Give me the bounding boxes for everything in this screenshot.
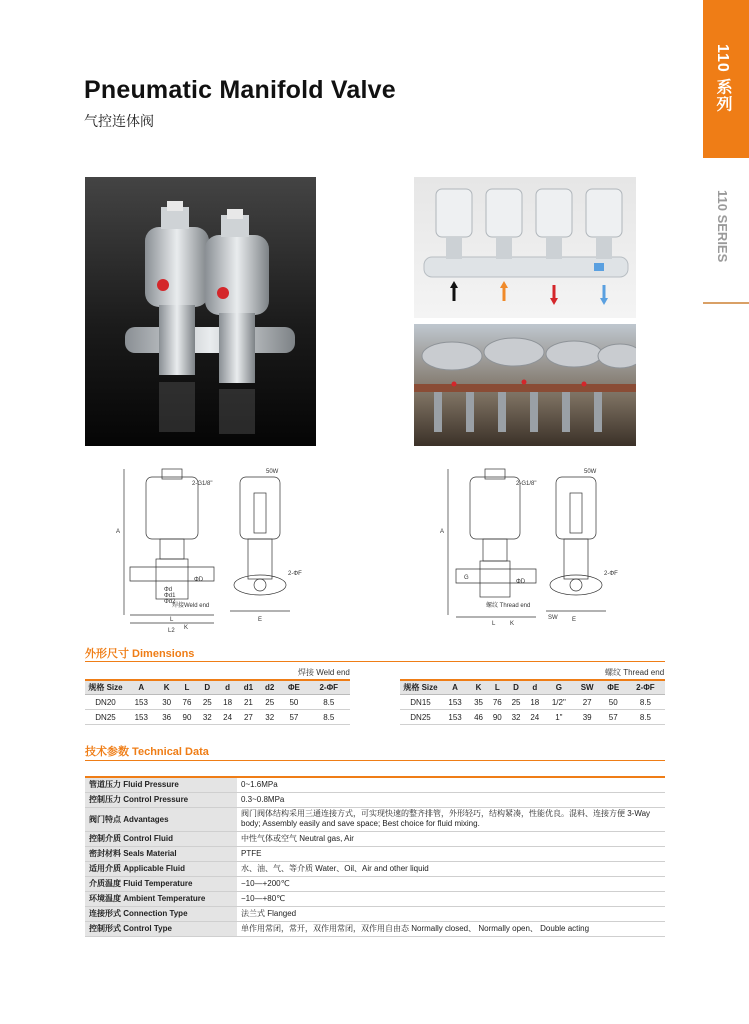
table-row [85,831,665,846]
col-k: K [469,680,488,695]
weld-dim-2f: 2-ΦF [288,571,302,577]
table-row [85,846,665,861]
thread-table-label: 螺纹 Thread end [605,668,665,677]
cell: 30 [156,695,176,710]
weld-dim-k: K [184,625,189,631]
cell: 35 [469,695,488,710]
weld-dim-phid2: Φd2 [164,599,176,605]
cell: 18 [217,695,237,710]
table-row [85,861,665,876]
cell: 25 [197,695,217,710]
table-header-row [400,680,665,695]
table-row [85,807,665,831]
tech-value: 法兰式 Flanged [237,906,665,921]
tech-value: 阀门阀体结构采用三通连接方式，可实现快速的整齐排管，外形轻巧，结构紧凑，性能优良。混料、连接方便 3-Way body; Assembly easily and save space; Best choice for fluid mixing. [237,807,665,831]
col-l: L [177,680,197,695]
thread-dim-a: A [440,529,445,535]
tech-key: 适用介质 Applicable Fluid [85,861,237,876]
thread-angle-label: 50W [584,469,597,475]
cell: 90 [177,710,197,725]
table-row [85,906,665,921]
col-size: 规格 Size [85,680,126,695]
dimensions-heading: 外形尺寸 Dimensions [85,648,195,660]
col-size: 规格 Size [400,680,441,695]
table-header-row [85,680,350,695]
weld-dim-phid: Φd [164,587,173,593]
series-tab [703,0,749,158]
tech-key: 阀门特点 Advantages [85,807,237,831]
col-d: D [197,680,217,695]
thread-dimensions-table [400,679,665,725]
tech-key: 介质温度 Fluid Temperature [85,876,237,891]
cell: 18 [525,695,544,710]
tech-key: 控制形式 Control Type [85,921,237,936]
cell: DN15 [400,695,441,710]
cell: 36 [156,710,176,725]
cell: 50 [280,695,307,710]
cell: 153 [441,695,469,710]
thread-dim-2f: 2-ΦF [604,571,618,577]
technical-heading: 技术参数 Technical Data [85,746,209,758]
weld-dimensions-table [85,679,350,725]
cell: DN20 [85,695,126,710]
tech-value: 单作用常闭，常开，双作用常闭，双作用自由态 Normally closed、 Normally open、 Double acting [237,921,665,936]
weld-dim-l: L [170,617,174,623]
cell: 1/2" [544,695,573,710]
cell: 76 [488,695,507,710]
side-divider [703,302,749,304]
weld-dim-e: E [258,617,263,623]
weld-port-label: 2-G1/8" [192,481,213,487]
cell: 25 [507,695,526,710]
cell: 153 [441,710,469,725]
page-title: Pneumatic Manifold Valve [84,76,396,104]
dimensions-rule [85,661,665,662]
weld-angle-label: 50W [266,469,279,475]
cell: 153 [126,695,156,710]
technical-data-table [85,776,665,937]
tech-key: 控制压力 Control Pressure [85,792,237,807]
tech-value: 0~1.6MPa [237,777,665,792]
col-d1: d1 [238,680,259,695]
cell: 57 [280,710,307,725]
cell: 27 [238,710,259,725]
cell: DN25 [400,710,441,725]
cell: 46 [469,710,488,725]
col-a: A [126,680,156,695]
thread-port-label: 2-G1/8" [516,481,537,487]
col-d: D [507,680,526,695]
page-subtitle: 气控连体阀 [84,113,154,129]
col-phie: ΦE [601,680,626,695]
table-row [85,710,350,725]
cell: 32 [197,710,217,725]
tech-key: 密封材料 Seals Material [85,846,237,861]
cell: 8.5 [626,695,665,710]
col-sw: SW [574,680,601,695]
drawing-thread-end [440,465,640,630]
thread-dim-k: K [510,621,515,627]
weld-table-label: 焊接 Weld end [298,668,350,677]
weld-dim-a: A [116,529,121,535]
cell: 24 [525,710,544,725]
table-row [85,695,350,710]
thread-end-label: 螺纹 Thread end [486,603,531,609]
col-phie: ΦE [280,680,307,695]
cell: 21 [238,695,259,710]
tech-value: −10—+200℃ [237,876,665,891]
tech-key: 控制介质 Control Fluid [85,831,237,846]
table-row [85,777,665,792]
table-row [400,710,665,725]
cell: 1" [544,710,573,725]
cell: 39 [574,710,601,725]
col-a: A [441,680,469,695]
tech-key: 管道压力 Fluid Pressure [85,777,237,792]
weld-dim-d: ΦD [194,577,204,583]
col-d-small: d [217,680,237,695]
series-cn-label: 110 系列 [714,44,731,113]
cell: 90 [488,710,507,725]
product-photo-manifold [414,177,636,318]
weld-dim-phid1: Φd1 [164,593,176,599]
cell: 8.5 [308,695,350,710]
series-en-tab [703,190,749,270]
technical-rule [85,760,665,761]
installation-photo [414,324,636,446]
cell: 8.5 [308,710,350,725]
cell: DN25 [85,710,126,725]
product-photo-dual-valve [85,177,316,446]
cell: 27 [574,695,601,710]
cell: 32 [259,710,280,725]
tech-value: 中性气体或空气 Neutral gas, Air [237,831,665,846]
thread-dim-l: L [492,621,496,627]
tech-value: 0.3~0.8MPa [237,792,665,807]
cell: 8.5 [626,710,665,725]
table-row [85,792,665,807]
col-d-small: d [525,680,544,695]
col-d2: d2 [259,680,280,695]
tech-value: 水、油、气、等介质 Water、Oil、Air and other liquid [237,861,665,876]
col-k: K [156,680,176,695]
cell: 24 [217,710,237,725]
tech-key: 连接形式 Connection Type [85,906,237,921]
table-row [400,695,665,710]
cell: 57 [601,710,626,725]
weld-dim-l2: L2 [168,628,175,634]
thread-dim-sw: SW [548,615,558,621]
col-g: G [544,680,573,695]
series-en-label: 110 SERIES [715,190,730,263]
tech-key: 环境温度 Ambient Temperature [85,891,237,906]
table-row [85,876,665,891]
col-l: L [488,680,507,695]
cell: 76 [177,695,197,710]
cell: 50 [601,695,626,710]
table-row [85,891,665,906]
col-2phif: 2-ΦF [626,680,665,695]
col-2phif: 2-ΦF [308,680,350,695]
drawing-weld-end [110,465,320,635]
cell: 32 [507,710,526,725]
table-row [85,921,665,936]
tech-value: −10—+80℃ [237,891,665,906]
cell: 25 [259,695,280,710]
thread-dim-g: G [464,575,469,581]
cell: 153 [126,710,156,725]
weld-end-label: 焊接Weld end [172,603,210,609]
tech-value: PTFE [237,846,665,861]
thread-dim-d: ΦD [516,579,526,585]
thread-dim-e: E [572,617,577,623]
